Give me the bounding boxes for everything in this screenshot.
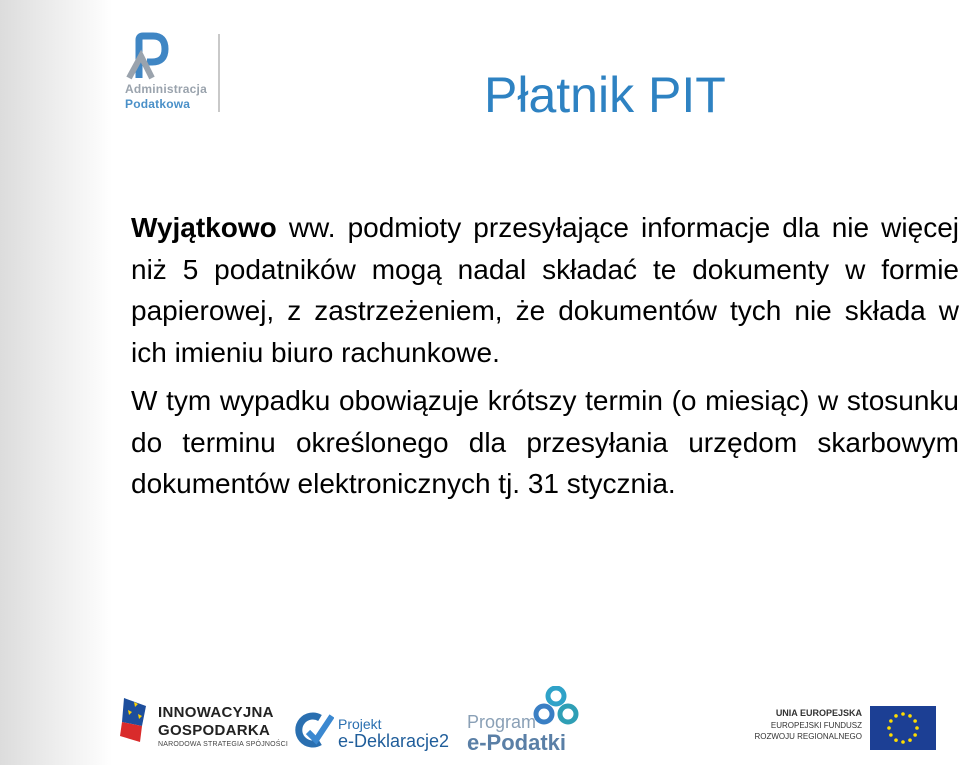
innowacyjna-gospodarka-logo	[114, 690, 289, 760]
e-podatki-logo-icon	[533, 686, 579, 726]
administracja-podatkowa-logo-icon	[125, 32, 169, 82]
body-text	[131, 207, 959, 505]
eu-star	[908, 714, 912, 718]
paragraph-2: W tym wypadku obowiązuje krótszy termin (o miesiąc) w stosunku do terminu określonego dla przesyłania urzędom skarbowym dokumentów elektronicznych tj. 31 stycznia.	[131, 385, 959, 499]
innowacyjna-line3: NARODOWA STRATEGIA SPÓJNOŚCI	[158, 741, 289, 748]
eu-star	[894, 714, 898, 718]
eu-line3: ROZWOJU REGIONALNEGO	[754, 732, 862, 741]
e-deklaracje-logo	[290, 704, 460, 756]
e-podatki-line2: e-Podatki	[467, 730, 567, 755]
eu-logo	[752, 704, 942, 752]
poland-flag-icon	[120, 696, 150, 744]
innowacyjna-line1: INNOWACYJNA	[158, 704, 274, 721]
eu-line1: UNIA EUROPEJSKA	[775, 708, 862, 718]
eu-line2: EUROPEJSKI FUNDUSZ	[770, 721, 862, 730]
eu-star	[901, 740, 905, 744]
left-gradient-bar	[0, 0, 112, 765]
innowacyjna-line2: GOSPODARKA	[158, 722, 271, 739]
e-deklaracje-logo-icon	[290, 710, 334, 750]
eu-star	[894, 738, 898, 742]
eu-flag-icon	[870, 706, 936, 750]
logo-line2: Podatkowa	[125, 97, 191, 111]
e-podatki-line1: Program	[467, 712, 537, 732]
e-deklaracje-line2: e-Deklaracje2	[338, 731, 450, 751]
e-podatki-logo	[465, 686, 585, 758]
e-deklaracje-line1: Projekt	[338, 716, 382, 732]
eu-star	[901, 712, 905, 716]
eu-star	[913, 719, 917, 723]
logo-divider	[218, 34, 220, 112]
eu-star	[887, 726, 891, 730]
eu-star	[889, 733, 893, 737]
paragraph-1-text: ww. podmioty przesyłające informacje dla nie więcej niż 5 podatników mogą nadal składać te dokumenty w formie papierowej, z zastrzeżeniem, że dokumentów tych nie składa w ich imieniu biuro rachunkowe.	[131, 212, 959, 368]
administracja-podatkowa-logo	[122, 32, 222, 114]
logo-line1: Administracja	[125, 82, 207, 96]
eu-star	[908, 738, 912, 742]
eu-star	[915, 726, 919, 730]
paragraph-1	[131, 207, 959, 373]
page-title: Płatnik PIT	[484, 67, 726, 123]
paragraph-1-bold: Wyjątkowo	[131, 212, 277, 243]
eu-star	[889, 719, 893, 723]
eu-star	[913, 733, 917, 737]
